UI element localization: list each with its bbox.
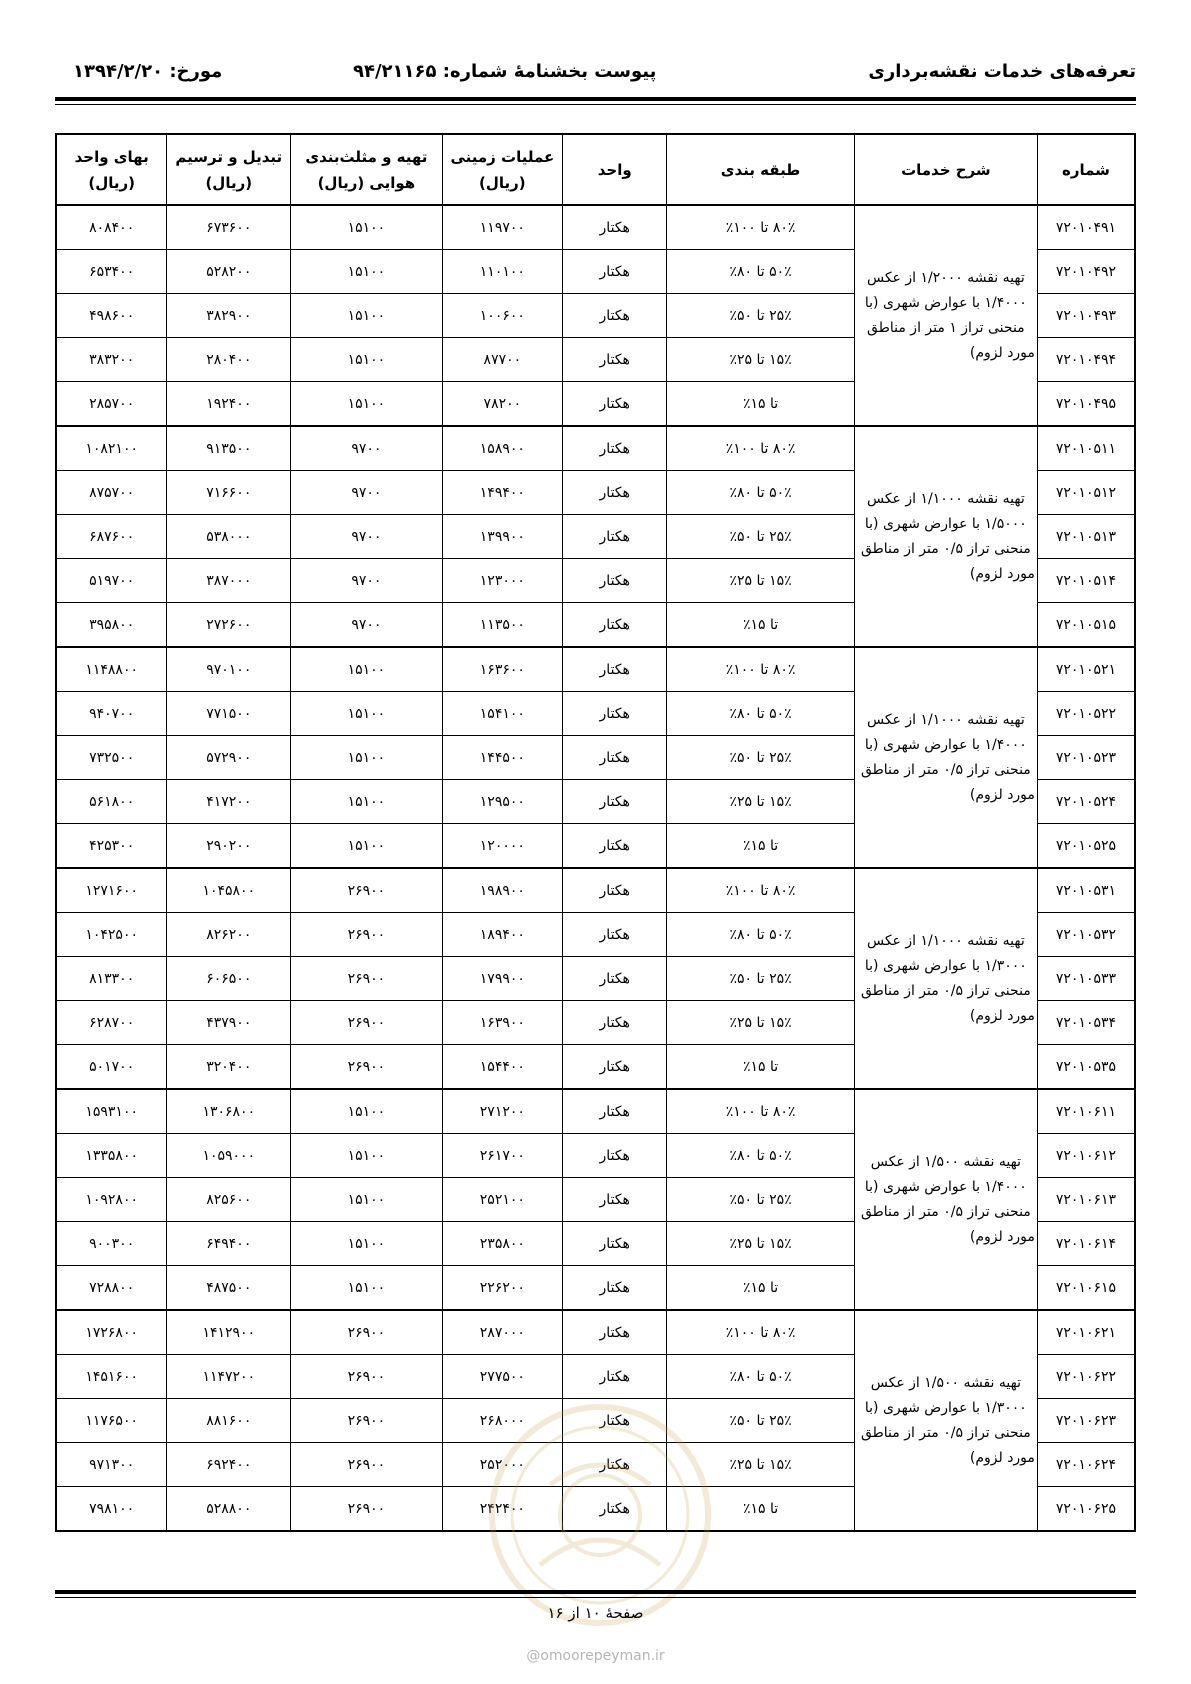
cell-aerial: ۱۵۱۰۰ <box>291 250 442 294</box>
cell-unit: هکتار <box>563 205 667 250</box>
cell-drawing: ۷۷۱۵۰۰ <box>167 692 291 736</box>
cell-class: ۲۵٪ تا ۵۰٪ <box>667 736 855 780</box>
cell-code: ۷۲۰۱۰۶۲۴ <box>1037 1443 1135 1487</box>
cell-price: ۵۶۱۸۰۰ <box>56 780 167 824</box>
cell-code: ۷۲۰۱۰۵۳۴ <box>1037 1001 1135 1045</box>
cell-unit: هکتار <box>563 338 667 382</box>
cell-drawing: ۶۷۳۶۰۰ <box>167 205 291 250</box>
cell-aerial: ۲۶۹۰۰ <box>291 913 442 957</box>
cell-unit: هکتار <box>563 1178 667 1222</box>
cell-code: ۷۲۰۱۰۵۲۴ <box>1037 780 1135 824</box>
cell-ground: ۱۴۹۴۰۰ <box>442 471 563 515</box>
cell-ground: ۲۳۵۸۰۰ <box>442 1222 563 1266</box>
cell-drawing: ۵۳۸۰۰۰ <box>167 515 291 559</box>
cell-drawing: ۹۱۳۵۰۰ <box>167 426 291 471</box>
cell-code: ۷۲۰۱۰۶۲۵ <box>1037 1487 1135 1532</box>
cell-code: ۷۲۰۱۰۴۹۱ <box>1037 205 1135 250</box>
cell-ground: ۱۷۹۹۰۰ <box>442 957 563 1001</box>
cell-aerial: ۲۶۹۰۰ <box>291 1045 442 1090</box>
cell-price: ۸۱۳۳۰۰ <box>56 957 167 1001</box>
cell-code: ۷۲۰۱۰۶۱۳ <box>1037 1178 1135 1222</box>
cell-aerial: ۱۵۱۰۰ <box>291 692 442 736</box>
cell-ground: ۱۵۸۹۰۰ <box>442 426 563 471</box>
circular-reference: پیوست بخشنامهٔ شماره: ۹۴/۲۱۱۶۵ <box>353 61 657 82</box>
cell-class: ۸۰٪ تا ۱۰۰٪ <box>667 868 855 913</box>
cell-unit: هکتار <box>563 1487 667 1532</box>
header-description: شرح خدمات <box>854 134 1037 205</box>
header-price-line1: بهای واحد <box>74 147 149 166</box>
service-description: تهیه نقشه ۱/۱۰۰۰ از عکس ۱/۴۰۰۰ با عوارض شهری (با منحنی تراز ۰/۵ متر از مناطق مورد لزوم) <box>854 647 1037 868</box>
cell-price: ۴۲۵۳۰۰ <box>56 824 167 869</box>
cell-class: ۲۵٪ تا ۵۰٪ <box>667 294 855 338</box>
cell-aerial: ۹۷۰۰ <box>291 426 442 471</box>
cell-class: ۸۰٪ تا ۱۰۰٪ <box>667 647 855 692</box>
cell-code: ۷۲۰۱۰۴۹۵ <box>1037 382 1135 427</box>
cell-class: ۵۰٪ تا ۸۰٪ <box>667 913 855 957</box>
cell-ground: ۲۵۲۱۰۰ <box>442 1178 563 1222</box>
cell-drawing: ۱۴۱۲۹۰۰ <box>167 1310 291 1355</box>
cell-unit: هکتار <box>563 1045 667 1090</box>
circular-date: مورخ: ۱۳۹۴/۲/۲۰ <box>73 61 223 82</box>
cell-class: ۱۵٪ تا ۲۵٪ <box>667 559 855 603</box>
cell-aerial: ۹۷۰۰ <box>291 471 442 515</box>
cell-price: ۸۷۵۷۰۰ <box>56 471 167 515</box>
cell-price: ۱۰۴۲۵۰۰ <box>56 913 167 957</box>
cell-ground: ۱۶۳۶۰۰ <box>442 647 563 692</box>
cell-class: ۱۵٪ تا ۲۵٪ <box>667 1001 855 1045</box>
cell-unit: هکتار <box>563 1443 667 1487</box>
cell-drawing: ۵۲۸۸۰۰ <box>167 1487 291 1532</box>
cell-aerial: ۱۵۱۰۰ <box>291 1222 442 1266</box>
cell-code: ۷۲۰۱۰۵۱۲ <box>1037 471 1135 515</box>
cell-aerial: ۲۶۹۰۰ <box>291 957 442 1001</box>
cell-aerial: ۲۶۹۰۰ <box>291 1001 442 1045</box>
cell-ground: ۲۷۷۵۰۰ <box>442 1355 563 1399</box>
cell-price: ۷۹۸۱۰۰ <box>56 1487 167 1532</box>
cell-ground: ۱۴۴۵۰۰ <box>442 736 563 780</box>
cell-ground: ۱۵۴۴۰۰ <box>442 1045 563 1090</box>
cell-ground: ۲۴۲۴۰۰ <box>442 1487 563 1532</box>
cell-unit: هکتار <box>563 736 667 780</box>
cell-unit: هکتار <box>563 647 667 692</box>
cell-class: ۱۵٪ تا ۲۵٪ <box>667 338 855 382</box>
cell-drawing: ۶۴۹۴۰۰ <box>167 1222 291 1266</box>
cell-code: ۷۲۰۱۰۵۲۵ <box>1037 824 1135 869</box>
cell-ground: ۱۵۴۱۰۰ <box>442 692 563 736</box>
cell-class: ۵۰٪ تا ۸۰٪ <box>667 1355 855 1399</box>
cell-ground: ۱۸۹۴۰۰ <box>442 913 563 957</box>
cell-drawing: ۶۰۶۵۰۰ <box>167 957 291 1001</box>
cell-aerial: ۱۵۱۰۰ <box>291 780 442 824</box>
cell-drawing: ۵۲۸۲۰۰ <box>167 250 291 294</box>
cell-class: ۵۰٪ تا ۸۰٪ <box>667 250 855 294</box>
header-unit: واحد <box>563 134 667 205</box>
header-ground-line2: (ریال) <box>479 173 526 192</box>
cell-ground: ۱۱۹۷۰۰ <box>442 205 563 250</box>
cell-class: ۲۵٪ تا ۵۰٪ <box>667 957 855 1001</box>
cell-price: ۶۸۷۶۰۰ <box>56 515 167 559</box>
cell-unit: هکتار <box>563 382 667 427</box>
header-drawing-line2: (ریال) <box>205 173 253 192</box>
cell-unit: هکتار <box>563 824 667 869</box>
footer-rule-thin <box>55 1597 1136 1598</box>
cell-code: ۷۲۰۱۰۵۳۳ <box>1037 957 1135 1001</box>
cell-price: ۲۸۵۷۰۰ <box>56 382 167 427</box>
header-aerial <box>291 134 442 205</box>
cell-unit: هکتار <box>563 515 667 559</box>
cell-code: ۷۲۰۱۰۵۱۱ <box>1037 426 1135 471</box>
table-row <box>56 426 1135 471</box>
service-description: تهیه نقشه ۱/۵۰۰ از عکس ۱/۴۰۰۰ با عوارض شهری (با منحنی تراز ۰/۵ متر از مناطق مورد لزوم) <box>854 1089 1037 1310</box>
cell-drawing: ۱۹۲۴۰۰ <box>167 382 291 427</box>
cell-code: ۷۲۰۱۰۶۲۲ <box>1037 1355 1135 1399</box>
cell-price: ۵۱۹۷۰۰ <box>56 559 167 603</box>
cell-unit: هکتار <box>563 957 667 1001</box>
cell-unit: هکتار <box>563 250 667 294</box>
cell-code: ۷۲۰۱۰۴۹۳ <box>1037 294 1135 338</box>
cell-code: ۷۲۰۱۰۴۹۲ <box>1037 250 1135 294</box>
cell-code: ۷۲۰۱۰۴۹۴ <box>1037 338 1135 382</box>
document-title: تعرفه‌های خدمات نقشه‌برداری <box>868 61 1136 82</box>
cell-drawing: ۳۸۷۰۰۰ <box>167 559 291 603</box>
cell-price: ۹۴۰۷۰۰ <box>56 692 167 736</box>
cell-price: ۳۸۳۲۰۰ <box>56 338 167 382</box>
cell-price: ۱۱۷۶۵۰۰ <box>56 1399 167 1443</box>
cell-price: ۱۷۲۶۸۰۰ <box>56 1310 167 1355</box>
cell-class: ۸۰٪ تا ۱۰۰٪ <box>667 205 855 250</box>
cell-unit: هکتار <box>563 780 667 824</box>
cell-class: ۱۵٪ تا ۲۵٪ <box>667 780 855 824</box>
cell-unit: هکتار <box>563 1222 667 1266</box>
cell-code: ۷۲۰۱۰۵۱۵ <box>1037 603 1135 648</box>
cell-aerial: ۱۵۱۰۰ <box>291 647 442 692</box>
cell-ground: ۷۸۲۰۰ <box>442 382 563 427</box>
cell-class: ۲۵٪ تا ۵۰٪ <box>667 1178 855 1222</box>
cell-aerial: ۱۵۱۰۰ <box>291 1178 442 1222</box>
cell-aerial: ۱۵۱۰۰ <box>291 1134 442 1178</box>
cell-unit: هکتار <box>563 559 667 603</box>
cell-class: تا ۱۵٪ <box>667 1487 855 1532</box>
cell-aerial: ۲۶۹۰۰ <box>291 1310 442 1355</box>
cell-class: ۵۰٪ تا ۸۰٪ <box>667 471 855 515</box>
cell-ground: ۲۷۱۲۰۰ <box>442 1089 563 1134</box>
cell-price: ۵۰۱۷۰۰ <box>56 1045 167 1090</box>
cell-price: ۱۰۹۲۸۰۰ <box>56 1178 167 1222</box>
cell-drawing: ۱۱۴۷۲۰۰ <box>167 1355 291 1399</box>
cell-drawing: ۴۸۷۵۰۰ <box>167 1266 291 1311</box>
cell-aerial: ۹۷۰۰ <box>291 515 442 559</box>
header-ground-line1: عملیات زمینی <box>450 147 555 166</box>
cell-unit: هکتار <box>563 1134 667 1178</box>
cell-drawing: ۸۸۱۶۰۰ <box>167 1399 291 1443</box>
header-aerial-line1: تهیه و مثلث‌بندی <box>305 147 428 166</box>
cell-code: ۷۲۰۱۰۵۲۳ <box>1037 736 1135 780</box>
tariff-table-body <box>56 205 1135 1531</box>
cell-code: ۷۲۰۱۰۶۲۳ <box>1037 1399 1135 1443</box>
cell-drawing: ۱۳۰۶۸۰۰ <box>167 1089 291 1134</box>
cell-code: ۷۲۰۱۰۵۳۲ <box>1037 913 1135 957</box>
cell-unit: هکتار <box>563 1001 667 1045</box>
cell-class: ۵۰٪ تا ۸۰٪ <box>667 692 855 736</box>
cell-aerial: ۱۵۱۰۰ <box>291 824 442 869</box>
cell-unit: هکتار <box>563 913 667 957</box>
cell-drawing: ۱۰۴۵۸۰۰ <box>167 868 291 913</box>
cell-unit: هکتار <box>563 1355 667 1399</box>
cell-ground: ۲۲۶۲۰۰ <box>442 1266 563 1311</box>
cell-ground: ۲۵۲۰۰۰ <box>442 1443 563 1487</box>
cell-ground: ۱۲۰۰۰۰ <box>442 824 563 869</box>
cell-ground: ۱۲۹۵۰۰ <box>442 780 563 824</box>
cell-class: ۲۵٪ تا ۵۰٪ <box>667 1399 855 1443</box>
cell-aerial: ۱۵۱۰۰ <box>291 1089 442 1134</box>
cell-class: تا ۱۵٪ <box>667 824 855 869</box>
cell-drawing: ۴۱۷۲۰۰ <box>167 780 291 824</box>
cell-class: ۸۰٪ تا ۱۰۰٪ <box>667 1310 855 1355</box>
cell-aerial: ۲۶۹۰۰ <box>291 1443 442 1487</box>
cell-drawing: ۷۱۶۶۰۰ <box>167 471 291 515</box>
cell-class: ۱۵٪ تا ۲۵٪ <box>667 1443 855 1487</box>
cell-ground: ۲۶۸۰۰۰ <box>442 1399 563 1443</box>
header-aerial-line2: هوایی (ریال) <box>317 173 416 192</box>
header-price <box>56 134 167 205</box>
cell-unit: هکتار <box>563 1399 667 1443</box>
cell-code: ۷۲۰۱۰۵۲۱ <box>1037 647 1135 692</box>
cell-class: تا ۱۵٪ <box>667 382 855 427</box>
cell-aerial: ۱۵۱۰۰ <box>291 736 442 780</box>
header-drawing-line1: تبدیل و ترسیم <box>175 147 283 166</box>
cell-price: ۱۰۸۲۱۰۰ <box>56 426 167 471</box>
cell-class: ۲۵٪ تا ۵۰٪ <box>667 515 855 559</box>
cell-aerial: ۹۷۰۰ <box>291 559 442 603</box>
cell-price: ۱۳۳۵۸۰۰ <box>56 1134 167 1178</box>
table-row <box>56 868 1135 913</box>
cell-code: ۷۲۰۱۰۶۱۵ <box>1037 1266 1135 1311</box>
cell-class: ۵۰٪ تا ۸۰٪ <box>667 1134 855 1178</box>
cell-aerial: ۲۶۹۰۰ <box>291 1399 442 1443</box>
cell-aerial: ۱۵۱۰۰ <box>291 205 442 250</box>
cell-drawing: ۲۸۰۴۰۰ <box>167 338 291 382</box>
cell-price: ۳۹۵۸۰۰ <box>56 603 167 648</box>
table-row <box>56 205 1135 250</box>
cell-aerial: ۹۷۰۰ <box>291 603 442 648</box>
header-rule-thick <box>55 97 1136 101</box>
cell-class: تا ۱۵٪ <box>667 1045 855 1090</box>
cell-ground: ۱۲۳۰۰۰ <box>442 559 563 603</box>
cell-price: ۸۰۸۴۰۰ <box>56 205 167 250</box>
cell-drawing: ۴۳۷۹۰۰ <box>167 1001 291 1045</box>
cell-aerial: ۱۵۱۰۰ <box>291 338 442 382</box>
cell-drawing: ۱۰۵۹۰۰۰ <box>167 1134 291 1178</box>
cell-unit: هکتار <box>563 294 667 338</box>
cell-drawing: ۸۲۵۶۰۰ <box>167 1178 291 1222</box>
header-rule-thin <box>55 104 1136 105</box>
cell-code: ۷۲۰۱۰۵۲۲ <box>1037 692 1135 736</box>
cell-price: ۹۰۰۳۰۰ <box>56 1222 167 1266</box>
cell-ground: ۱۱۰۱۰۰ <box>442 250 563 294</box>
cell-price: ۷۲۸۸۰۰ <box>56 1266 167 1311</box>
cell-ground: ۱۰۰۶۰۰ <box>442 294 563 338</box>
cell-unit: هکتار <box>563 426 667 471</box>
cell-class: ۱۵٪ تا ۲۵٪ <box>667 1222 855 1266</box>
cell-price: ۱۱۴۸۸۰۰ <box>56 647 167 692</box>
cell-unit: هکتار <box>563 603 667 648</box>
cell-class: تا ۱۵٪ <box>667 603 855 648</box>
cell-code: ۷۲۰۱۰۵۱۴ <box>1037 559 1135 603</box>
table-header-row <box>56 134 1135 205</box>
cell-drawing: ۶۹۲۴۰۰ <box>167 1443 291 1487</box>
cell-price: ۱۵۹۳۱۰۰ <box>56 1089 167 1134</box>
cell-unit: هکتار <box>563 1089 667 1134</box>
cell-unit: هکتار <box>563 471 667 515</box>
cell-drawing: ۲۹۰۲۰۰ <box>167 824 291 869</box>
cell-ground: ۲۶۱۷۰۰ <box>442 1134 563 1178</box>
cell-drawing: ۹۷۰۱۰۰ <box>167 647 291 692</box>
cell-drawing: ۸۲۶۲۰۰ <box>167 913 291 957</box>
cell-unit: هکتار <box>563 1310 667 1355</box>
cell-code: ۷۲۰۱۰۶۱۴ <box>1037 1222 1135 1266</box>
cell-ground: ۱۹۸۹۰۰ <box>442 868 563 913</box>
table-row <box>56 1310 1135 1355</box>
table-row <box>56 1089 1135 1134</box>
cell-unit: هکتار <box>563 692 667 736</box>
service-description: تهیه نقشه ۱/۵۰۰ از عکس ۱/۳۰۰۰ با عوارض شهری (با منحنی تراز ۰/۵ متر از مناطق مورد لزوم) <box>854 1310 1037 1531</box>
header-class: طبقه بندی <box>667 134 855 205</box>
cell-aerial: ۱۵۱۰۰ <box>291 382 442 427</box>
cell-code: ۷۲۰۱۰۶۱۱ <box>1037 1089 1135 1134</box>
service-description: تهیه نقشه ۱/۲۰۰۰ از عکس ۱/۴۰۰۰ با عوارض شهری (با منحنی تراز ۱ متر از مناطق مورد لزوم) <box>854 205 1037 426</box>
header-ground <box>442 134 563 205</box>
cell-drawing: ۳۸۲۹۰۰ <box>167 294 291 338</box>
cell-ground: ۸۷۷۰۰ <box>442 338 563 382</box>
cell-ground: ۱۳۹۹۰۰ <box>442 515 563 559</box>
website-watermark: @omoorepeyman.ir <box>526 1648 665 1664</box>
cell-price: ۶۲۸۷۰۰ <box>56 1001 167 1045</box>
cell-aerial: ۱۵۱۰۰ <box>291 1266 442 1311</box>
cell-price: ۹۷۱۳۰۰ <box>56 1443 167 1487</box>
header-code: شماره <box>1037 134 1135 205</box>
cell-code: ۷۲۰۱۰۵۱۳ <box>1037 515 1135 559</box>
cell-aerial: ۲۶۹۰۰ <box>291 1487 442 1532</box>
cell-price: ۴۹۸۶۰۰ <box>56 294 167 338</box>
cell-price: ۶۵۳۴۰۰ <box>56 250 167 294</box>
header-price-line2: (ریال) <box>88 173 135 192</box>
cell-price: ۷۳۲۵۰۰ <box>56 736 167 780</box>
cell-ground: ۱۱۳۵۰۰ <box>442 603 563 648</box>
cell-drawing: ۳۲۰۴۰۰ <box>167 1045 291 1090</box>
cell-price: ۱۴۵۱۶۰۰ <box>56 1355 167 1399</box>
footer-rule-thick <box>55 1590 1136 1594</box>
cell-code: ۷۲۰۱۰۶۱۲ <box>1037 1134 1135 1178</box>
page-number: صفحهٔ ۱۰ از ۱۶ <box>547 1604 644 1622</box>
cell-class: ۸۰٪ تا ۱۰۰٪ <box>667 1089 855 1134</box>
header-drawing <box>167 134 291 205</box>
cell-unit: هکتار <box>563 1266 667 1311</box>
service-description: تهیه نقشه ۱/۱۰۰۰ از عکس ۱/۳۰۰۰ با عوارض شهری (با منحنی تراز ۰/۵ متر از مناطق مورد لزوم) <box>854 868 1037 1089</box>
page-header <box>55 55 1136 89</box>
tariff-table <box>55 133 1136 1532</box>
cell-aerial: ۱۵۱۰۰ <box>291 294 442 338</box>
service-description: تهیه نقشه ۱/۱۰۰۰ از عکس ۱/۵۰۰۰ با عوارض شهری (با منحنی تراز ۰/۵ متر از مناطق مورد لزوم) <box>854 426 1037 647</box>
cell-class: تا ۱۵٪ <box>667 1266 855 1311</box>
cell-price: ۱۲۷۱۶۰۰ <box>56 868 167 913</box>
cell-ground: ۱۶۳۹۰۰ <box>442 1001 563 1045</box>
cell-aerial: ۲۶۹۰۰ <box>291 868 442 913</box>
cell-drawing: ۲۷۲۶۰۰ <box>167 603 291 648</box>
cell-class: ۸۰٪ تا ۱۰۰٪ <box>667 426 855 471</box>
cell-code: ۷۲۰۱۰۶۲۱ <box>1037 1310 1135 1355</box>
cell-aerial: ۲۶۹۰۰ <box>291 1355 442 1399</box>
cell-drawing: ۵۷۲۹۰۰ <box>167 736 291 780</box>
cell-code: ۷۲۰۱۰۵۳۱ <box>1037 868 1135 913</box>
cell-unit: هکتار <box>563 868 667 913</box>
cell-ground: ۲۸۷۰۰۰ <box>442 1310 563 1355</box>
cell-code: ۷۲۰۱۰۵۳۵ <box>1037 1045 1135 1090</box>
table-row <box>56 647 1135 692</box>
